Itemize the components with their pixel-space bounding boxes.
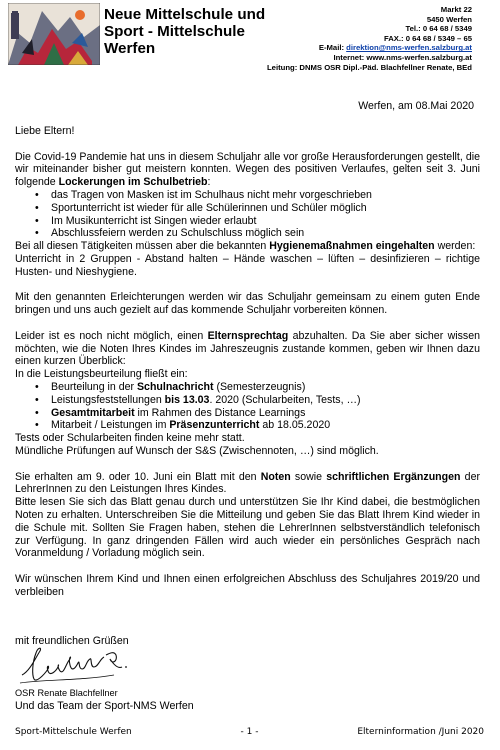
list-item: • Leistungsfeststellungen bis 13.03. 2020 (Schularbeiten, Tests, …) xyxy=(35,394,480,407)
paragraph-elternsprechtag-post: abzuhalten. Da Sie aber sicher wissen möchten, wie die Noten Ihres Kindes im Jahreszeugnis zustande kommen, geben wir Ihnen dazu einen kurzen Überblick: xyxy=(15,329,480,368)
lockerungen-list xyxy=(15,189,480,240)
paragraph-noten-bold2: schriftlichen Ergänzungen xyxy=(326,470,461,483)
closing: mit freundlichen Grüßen xyxy=(15,635,129,647)
phone-number: Tel.: 0 64 68 / 5349 xyxy=(405,24,472,34)
page-footer xyxy=(15,727,484,737)
list-item: • das Tragen von Masken ist im Schulhaus nicht mehr vorgeschrieben xyxy=(35,189,480,202)
email-label: E-Mail: xyxy=(318,43,347,53)
list-item: • Gesamtmitarbeit im Rahmen des Distance Learnings xyxy=(35,407,480,420)
salutation: Liebe Eltern! xyxy=(15,125,75,137)
paragraph-covid-bold: Lockerungen im Schulbetrieb xyxy=(58,176,208,189)
footer-right: Elterninformation /Juni 2020 xyxy=(357,727,484,737)
address-street: Markt 22 xyxy=(440,5,472,14)
paragraph-noten xyxy=(15,471,480,497)
letter-body xyxy=(15,125,480,611)
school-logo xyxy=(8,3,100,65)
school-name xyxy=(104,6,265,57)
paragraph-covid xyxy=(15,151,480,189)
paragraph-erleichterungen: Mit den genannten Erleichterungen werden wir das Schuljahr gemeinsam zu einem guten Ende bringen und uns auch gezielt auf das kommende Schuljahr vorbereiten können. xyxy=(15,291,480,317)
school-name-line-3: Werfen xyxy=(104,40,156,57)
list-item: • Mitarbeit / Leistungen im Präsenzunterricht ab 18.05.2020 xyxy=(35,419,480,432)
paragraph-hygiene-end: werden: xyxy=(434,240,476,253)
paragraph-noten-details: Bitte lesen Sie sich das Blatt genau durch und unterstützen Sie Ihr Kind dabei, die bestmöglichen Noten zu erhalten. Unterschreiben Sie die Mitteilung und geben Sie das Blatt Ihrem Kind wieder in die Schule mit. Sollten Sie Fragen haben, stehen die LehrerInnen selbstverständlich telefonisch zur Verfügung. In ganz dringenden Fällen wird auch wieder ein persönliches Gespräch nach Voranmeldung / Vorladung möglich sein. xyxy=(15,496,480,560)
paragraph-elternsprechtag-bold: Elternsprechtag xyxy=(207,329,289,342)
list-item: • Beurteilung in der Schulnachricht (Semesterzeugnis) xyxy=(35,381,480,394)
paragraph-hygiene-bold: Hygienemaßnahmen eingehalten xyxy=(269,240,435,253)
paragraph-hygiene-rules: Unterricht in 2 Gruppen - Abstand halten – Hände waschen – lüften – desinfizieren – richtige Husten- und Nieshygiene. xyxy=(15,252,480,278)
paragraph-hygiene-text: Bei all diesen Tätigkeiten müssen aber die bekannten xyxy=(15,240,270,253)
paragraph-covid-text: Die Covid-19 Pandemie hat uns in diesem Schuljahr alle vor große Herausforderungen gestellt, die wir miteinander bisher gut meistern konnten. Wegen des positiven Verlaufes, gelten seit 3. Juni folgende xyxy=(15,150,480,189)
list-item: • Sportunterricht ist wieder für alle Schülerinnen und Schüler möglich xyxy=(35,202,480,215)
email-line xyxy=(267,43,472,53)
internet-line: Internet: www.nms-werfen.salzburg.at xyxy=(333,52,472,62)
email-link[interactable]: direktion@nms-werfen.salzburg.at xyxy=(346,43,472,53)
paragraph-noten-bold1: Noten xyxy=(260,470,291,483)
list-item: • Abschlussfeiern werden zu Schulschluss möglich sein xyxy=(35,227,480,240)
leitung-line: Leitung: DNMS OSR Dipl.-Päd. Blachfellner Renate, BEd xyxy=(266,62,472,72)
team-line: Und das Team der Sport-NMS Werfen xyxy=(15,700,194,712)
list-item: • Im Musikunterricht ist Singen wieder erlaubt xyxy=(35,215,480,228)
page-number: - 1 - xyxy=(240,727,259,737)
paragraph-hygiene xyxy=(15,240,480,253)
oral-exams-note: Mündliche Prüfungen auf Wunsch der S&S (Zwischennoten, …) sind möglich. xyxy=(15,444,379,457)
contact-block xyxy=(267,5,472,72)
paragraph-elternsprechtag-pre: Leider ist es noch nicht möglich, einen xyxy=(15,329,208,342)
signature-image xyxy=(18,645,138,687)
paragraph-wishes: Wir wünschen Ihrem Kind und Ihnen einen erfolgreichen Abschluss des Schuljahres 2019/20 und verbleiben xyxy=(15,572,480,598)
paragraph-noten-pre: Sie erhalten am 9. oder 10. Juni ein Blatt mit den xyxy=(15,470,261,483)
leistungsbeurteilung-intro: In die Leistungsbeurteilung fließt ein: xyxy=(15,368,188,381)
letter-date: Werfen, am 08.Mai 2020 xyxy=(358,100,474,112)
paragraph-noten-post: der LehrerInnen zu den Leistungen Ihres Kindes. xyxy=(15,470,480,496)
school-name-line-2: Sport - Mittelschule xyxy=(104,23,245,40)
paragraph-noten-mid: sowie xyxy=(290,470,327,483)
leistung-list xyxy=(15,381,480,432)
signer-name: OSR Renate Blachfellner xyxy=(15,688,118,698)
address-city: 5450 Werfen xyxy=(426,14,472,24)
tests-note: Tests oder Schularbeiten finden keine mehr statt. xyxy=(15,432,245,445)
paragraph-covid-end: : xyxy=(207,176,211,189)
school-name-line-1: Neue Mittelschule und xyxy=(104,6,266,23)
paragraph-elternsprechtag xyxy=(15,330,480,368)
fax-number: FAX.: 0 64 68 / 5349 – 65 xyxy=(383,33,472,43)
footer-left: Sport-Mittelschule Werfen xyxy=(15,727,132,737)
